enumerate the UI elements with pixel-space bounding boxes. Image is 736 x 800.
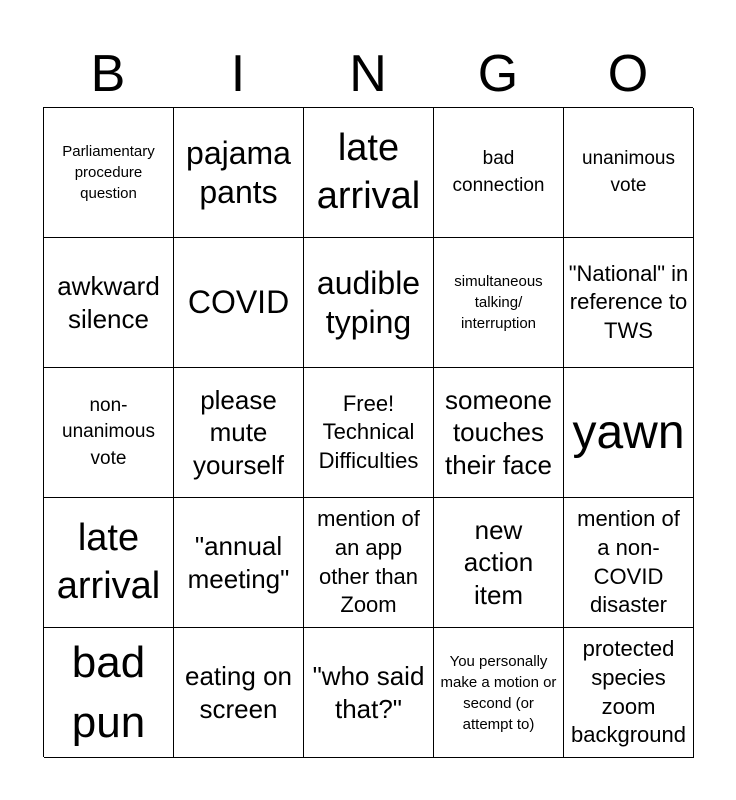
bingo-cell-r4-c4[interactable] bbox=[434, 498, 564, 628]
bingo-cell-text: "National" in reference to TWS bbox=[568, 260, 689, 343]
bingo-cell-r4-c3[interactable] bbox=[304, 498, 434, 628]
header-letter-g: G bbox=[477, 45, 519, 103]
bingo-cell-text: protected species zoom background bbox=[571, 636, 686, 748]
bingo-cell-text: non-unanimous vote bbox=[62, 394, 155, 469]
bingo-header bbox=[43, 44, 693, 104]
bingo-cell-text: please mute yourself bbox=[192, 384, 285, 480]
bingo-cell-text: audible typing bbox=[316, 265, 421, 340]
header-letter-b: B bbox=[90, 45, 126, 103]
bingo-cell-r3-c1[interactable] bbox=[44, 368, 174, 498]
bingo-cell-text: COVID bbox=[187, 284, 290, 321]
bingo-cell-r5-c3[interactable] bbox=[304, 628, 434, 758]
bingo-cell-text: simultaneous talking/ interruption bbox=[454, 273, 543, 332]
header-letter-o: O bbox=[607, 45, 649, 103]
bingo-cell-r1-c3[interactable] bbox=[304, 108, 434, 238]
bingo-cell-r5-c5[interactable] bbox=[564, 628, 694, 758]
bingo-cell-r1-c2[interactable] bbox=[174, 108, 304, 238]
bingo-cell-r1-c1[interactable] bbox=[44, 108, 174, 238]
bingo-cell-text: mention of a non-COVID disaster bbox=[577, 506, 680, 618]
bingo-cell-text: someone touches their face bbox=[445, 384, 552, 480]
bingo-cell-r4-c1[interactable] bbox=[44, 498, 174, 628]
bingo-cell-text: eating on screen bbox=[185, 661, 292, 724]
bingo-cell-r2-c5[interactable] bbox=[564, 238, 694, 368]
bingo-cell-r5-c1[interactable] bbox=[44, 628, 174, 758]
bingo-cell-text: late arrival bbox=[316, 127, 421, 217]
bingo-cell-text: Free! Technical Difficulties bbox=[318, 390, 419, 473]
bingo-cell-text: bad connection bbox=[452, 147, 545, 196]
bingo-cell-r2-c4[interactable] bbox=[434, 238, 564, 368]
bingo-cell-text: You personally make a motion or second (or attempt to) bbox=[440, 652, 557, 733]
bingo-cell-text: new action item bbox=[463, 514, 534, 610]
bingo-cell-r5-c2[interactable] bbox=[174, 628, 304, 758]
bingo-cell-text: awkward silence bbox=[57, 271, 160, 334]
bingo-cell-r4-c5[interactable] bbox=[564, 498, 694, 628]
bingo-cell-r4-c2[interactable] bbox=[174, 498, 304, 628]
bingo-cell-text: "annual meeting" bbox=[187, 531, 290, 594]
bingo-cell-text: bad pun bbox=[71, 638, 146, 747]
bingo-cell-text: unanimous vote bbox=[582, 147, 675, 196]
bingo-cell-text: mention of an app other than Zoom bbox=[317, 506, 420, 618]
bingo-cell-text: late arrival bbox=[56, 517, 161, 607]
bingo-cell-r3-c5[interactable] bbox=[564, 368, 694, 498]
bingo-cell-r1-c5[interactable] bbox=[564, 108, 694, 238]
bingo-cell-r2-c2[interactable] bbox=[174, 238, 304, 368]
bingo-cell-text: yawn bbox=[572, 405, 685, 459]
bingo-cell-r2-c3[interactable] bbox=[304, 238, 434, 368]
bingo-cell-r5-c4[interactable] bbox=[434, 628, 564, 758]
bingo-cell-r2-c1[interactable] bbox=[44, 238, 174, 368]
bingo-cell-r3-c2[interactable] bbox=[174, 368, 304, 498]
bingo-cell-text: Parliamentary procedure question bbox=[62, 143, 155, 202]
header-letter-n: N bbox=[349, 45, 387, 103]
header-letter-i: I bbox=[230, 45, 246, 103]
bingo-cell-r3-c4[interactable] bbox=[434, 368, 564, 498]
bingo-board bbox=[43, 107, 693, 757]
bingo-cell-r3-c3[interactable] bbox=[304, 368, 434, 498]
bingo-cell-r1-c4[interactable] bbox=[434, 108, 564, 238]
bingo-cell-text: "who said that?" bbox=[312, 661, 425, 724]
bingo-cell-text: pajama pants bbox=[186, 135, 291, 210]
